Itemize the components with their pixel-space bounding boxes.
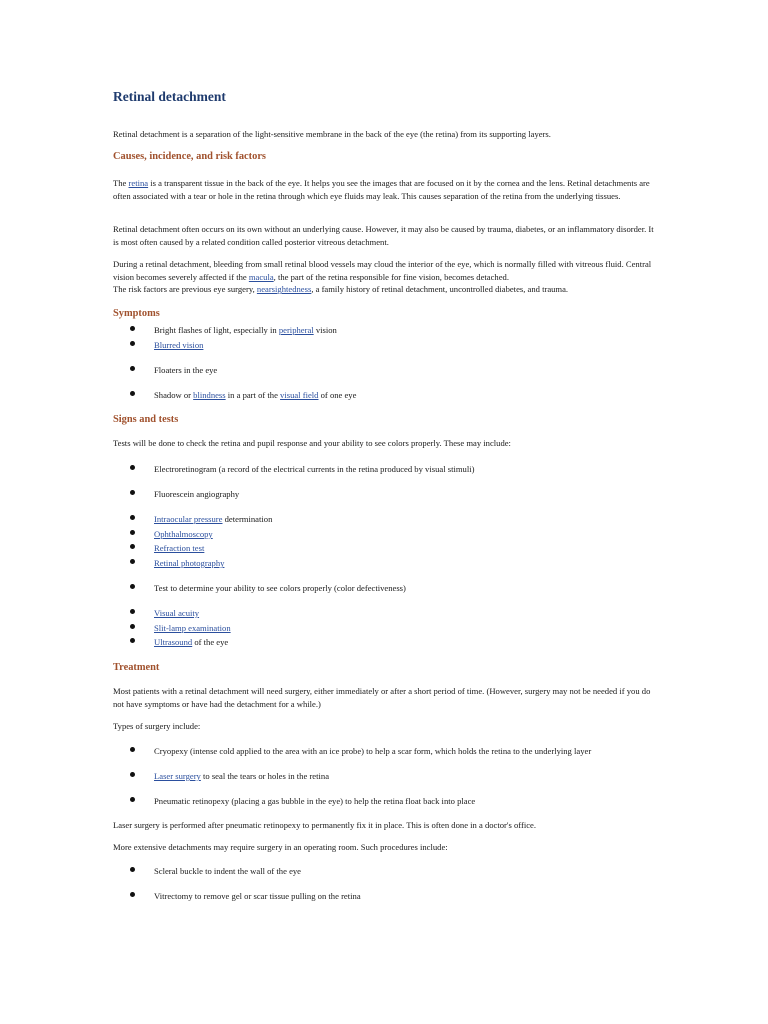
bullet-icon — [130, 867, 135, 872]
bullet-icon — [130, 797, 135, 802]
test-item: Fluorescein angiography — [154, 489, 240, 499]
bullet-icon — [130, 515, 135, 520]
procedure-item: Vitrectomy to remove gel or scar tissue pulling on the retina — [154, 891, 361, 901]
bullet-icon — [130, 624, 135, 629]
bullet-icon — [130, 465, 135, 470]
surgery-item: Cryopexy (intense cold applied to the area with an ice probe) to help a scar form, which holds the retina to the underlying layer — [154, 746, 592, 756]
treatment-paragraph-4: More extensive detachments may require surgery in an operating room. Such procedures include: — [113, 842, 448, 852]
bullet-icon — [130, 391, 135, 396]
test-item — [154, 557, 654, 569]
retina-link[interactable]: retina — [128, 178, 149, 188]
macula-link[interactable]: macula — [248, 271, 274, 282]
signs-intro: Tests will be done to check the retina and pupil response and your ability to see colors properly. These may include: — [113, 438, 511, 448]
bullet-icon — [130, 559, 135, 564]
symptom-item — [154, 339, 654, 351]
bullet-icon — [130, 772, 135, 777]
causes-paragraph-2: Retinal detachment often occurs on its own without an underlying cause. However, it may also be caused by trauma, diabetes, or an inflammatory disorder. It is most often caused by a related condition called posterior vitreous detachment. — [113, 224, 654, 247]
bullet-icon — [130, 490, 135, 495]
test-item: Ultrasound of the eye — [154, 637, 229, 647]
causes-paragraph-1: The retina is a transparent tissue in the back of the eye. It helps you see the images that are focused on it by the cornea and the lens. Retinal detachments are often associated with a tear or hole in the retina through which eye fluids may leak. This causes separation of the retina from the underlying tissues. — [113, 178, 650, 201]
ophthalmoscopy-link[interactable]: Ophthalmoscopy — [154, 529, 213, 539]
bullet-icon — [130, 892, 135, 897]
causes-paragraph-3: During a retinal detachment, bleeding from small retinal blood vessels may cloud the interior of the eye, which is normally filled with vitreous fluid. Central vision becomes severely affected if the macula, the part of the retina responsible for fine vision, becomes detached. The risk factors are previous eye surgery, nearsightedness, a family history of retinal detachment, uncontrolled diabetes, and trauma. — [113, 259, 652, 295]
test-item — [154, 622, 654, 634]
visual-acuity-link[interactable]: Visual acuity — [154, 608, 200, 618]
symptom-item: Bright flashes of light, especially in peripheral vision — [154, 325, 337, 335]
page-title: Retinal detachment — [113, 89, 226, 104]
treatment-paragraph-1: Most patients with a retinal detachment will need surgery, either immediately or after a short period of time. (However, surgery may not be needed if you do not have symptoms or have had the detachment for a while.) — [113, 686, 651, 709]
symptom-item: Shadow or blindness in a part of the visual field of one eye — [154, 390, 357, 400]
retinal-photography-link[interactable]: Retinal photography — [154, 558, 225, 568]
intraocular-pressure-link[interactable]: Intraocular pressure — [154, 514, 223, 524]
treatment-paragraph-3: Laser surgery is performed after pneumatic retinopexy to permanently fix it in place. This is often done in a doctor's office. — [113, 820, 536, 830]
bullet-icon — [130, 638, 135, 643]
test-item: Intraocular pressure determination — [154, 514, 273, 524]
causes-heading: Causes, incidence, and risk factors — [113, 151, 266, 162]
laser-surgery-link[interactable]: Laser surgery — [154, 771, 201, 781]
bullet-icon — [130, 584, 135, 589]
surgery-item: Pneumatic retinopexy (placing a gas bubble in the eye) to help the retina float back into place — [154, 796, 476, 806]
nearsightedness-link[interactable]: nearsightedness — [256, 284, 312, 295]
bullet-icon — [130, 366, 135, 371]
bullet-icon — [130, 530, 135, 535]
treatment-paragraph-2: Types of surgery include: — [113, 721, 201, 731]
test-item — [154, 542, 654, 554]
intro-paragraph: Retinal detachment is a separation of the light-sensitive membrane in the back of the eye (the retina) from its supporting layers. — [113, 129, 551, 139]
refraction-test-link[interactable]: Refraction test — [154, 543, 205, 553]
test-item: Test to determine your ability to see colors properly (color defectiveness) — [154, 583, 406, 593]
test-item — [154, 528, 654, 540]
bullet-icon — [130, 341, 135, 346]
treatment-heading: Treatment — [113, 662, 160, 673]
peripheral-link[interactable]: peripheral — [278, 325, 314, 335]
bullet-icon — [130, 544, 135, 549]
surgery-item: Laser surgery to seal the tears or holes in the retina — [154, 771, 330, 781]
symptom-item: Floaters in the eye — [154, 365, 218, 375]
test-item: Electroretinogram (a record of the electrical currents in the retina produced by visual stimuli) — [154, 464, 475, 474]
symptoms-heading: Symptoms — [113, 308, 160, 319]
visual-field-link[interactable]: visual field — [280, 390, 319, 400]
test-item — [154, 607, 654, 619]
bullet-icon — [130, 747, 135, 752]
blindness-link[interactable]: blindness — [193, 390, 226, 400]
blurred-vision-link[interactable]: Blurred vision — [154, 340, 204, 350]
bullet-icon — [130, 326, 135, 331]
signs-heading: Signs and tests — [113, 414, 179, 425]
ultrasound-link[interactable]: Ultrasound — [154, 637, 193, 647]
procedure-item: Scleral buckle to indent the wall of the eye — [154, 866, 301, 876]
slit-lamp-link[interactable]: Slit-lamp examination — [154, 623, 231, 633]
bullet-icon — [130, 609, 135, 614]
